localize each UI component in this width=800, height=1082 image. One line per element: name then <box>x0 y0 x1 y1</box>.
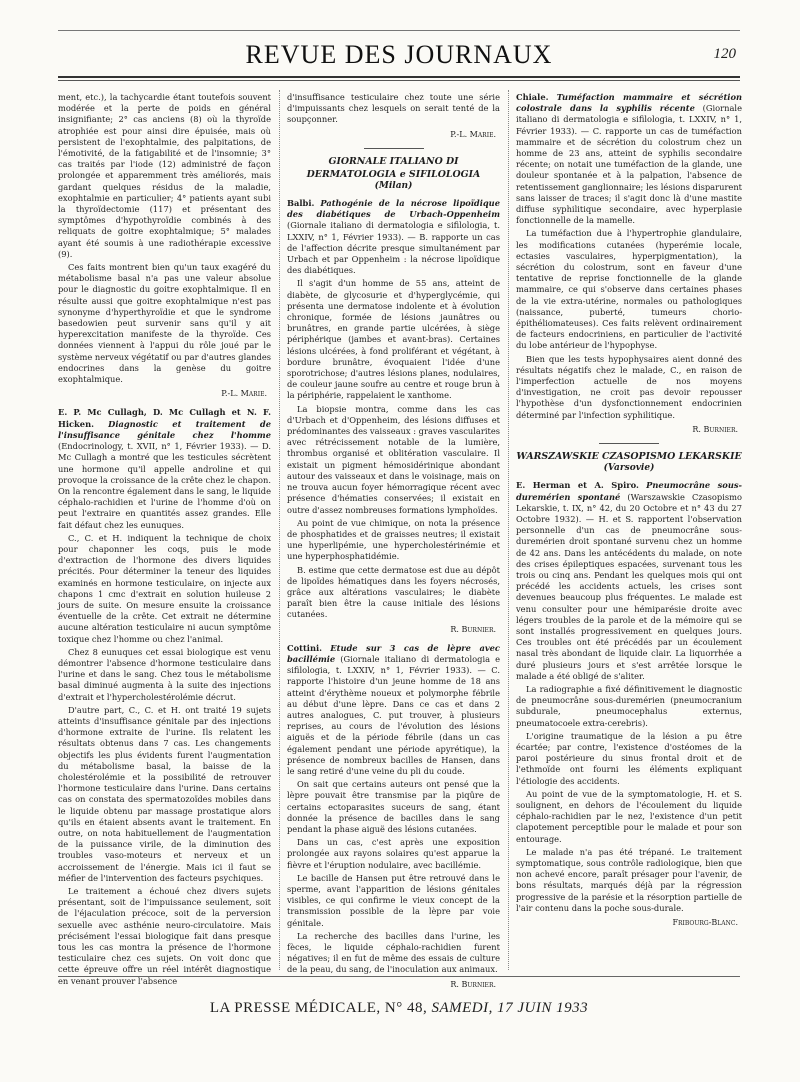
column-divider-2 <box>508 90 509 970</box>
column-1 <box>58 92 271 986</box>
section-title: REVUE DES JOURNAUX <box>245 40 553 69</box>
article-heading <box>516 480 742 682</box>
paragraph: C., C. et H. indiquent la technique de choix pour chaponner les coqs, puis le mode d'extraction de l'hormone des divers liquides précités. Pour déterminer la teneur des liquides examinés en hormone testiculaire, on injecte aux chapons 1 cmc d'extrait en solution huileuse 2 jours de suite. On mesure ensuite la croissance éventuelle de la crête. Cet extrait ne détermine aucune altération testiculaire ni aucun symptôme toxique chez l'homme ou chez l'animal. <box>58 532 271 644</box>
journal-city: (Varsovie) <box>603 463 655 474</box>
article-title: Diagnostic et traitement de l'insuffisance génitale chez l'homme <box>58 418 271 440</box>
header-rule <box>58 76 740 78</box>
paragraph: Le traitement a échoué chez divers sujets présentant, soit de l'impuissance seulement, soit de l'éjaculation précoce, soit de la perversion sexuelle avec asthénie neuro-circulatoire. Mais précisément l'essai biologique fait dans presque tous les cas montra la présence de l'hormone testiculaire chez ces sujets. On voit donc que cette épreuve offre un réel intérêt diagnostique en venant prouver l'absence <box>58 886 271 986</box>
page-footer <box>58 1000 740 1017</box>
paragraph: Au point de vue de la symptomatologie, H. et S. soulignent, en dehors de l'écoulement du liquide céphalo-rachidien par le nez, l'existence d'un petit clapotement perceptible pour le malade et pour son entourage. <box>516 788 742 844</box>
author-signature: R. Burnier. <box>450 979 496 989</box>
paragraph: La biopsie montra, comme dans les cas d'Urbach et d'Oppenheim, des lésions diffuses et prédominantes des vaisseaux : graves vascularites avec rétrécissement notable de la lumière, thrombus organisé et oblitération vasculaire. Il existait un pigment hémosidérinique abondant autour des vaisseaux et dans le voisinage, mais on ne trouva aucun foyer hémorragique récent avec présence d'hématies conservées; il existait en outre d'assez nombreuses formations lymphoïdes. <box>287 403 500 515</box>
column-2 <box>287 92 500 989</box>
author-signature: R. Burnier. <box>450 624 496 634</box>
paragraph: L'origine traumatique de la lésion a pu être écartée; par contre, l'existence d'ostéomes de la paroi postérieure du sinus frontal droit et de l'ethmoïde ont fourni les éléments expliquant l'étiologie des accidents. <box>516 730 742 786</box>
article-title: Pneumocrâne sous-duremérien spontané <box>516 480 742 502</box>
top-rule <box>58 30 740 31</box>
article-source: (Giornale italiano di dermatologia e sifilologia, t. LXXIV, n° 1, Février 1933). — C. rapporte l'histoire d'un jeune homme de 18 ans atteint d'érythème noueux et polymorphe fébrile au début d'une lèpre. Dans ce cas et dans 2 autres analogues, C. put trouver, à plusieurs reprises, au cours de l'évolution des lésions aiguës et de la période fébrile (dans un cas également pendant une période apyrétique), la présence de nombreux bacilles de Hansen, dans le sang retiré d'une veine du pli du coude. <box>287 653 500 776</box>
article-source: (Giornale italiano di dermatologia e sifilologia, t. LXXIV, n° 1, Février 1933). — B. rapporte un cas de l'affection décrite presque simultanément par Urbach et par Oppenheim : la nécrose lipoïdique des diabétiques. <box>287 220 500 276</box>
paragraph: Le malade n'a pas été trépané. Le traitement symptomatique, sous contrôle radiologique, bien que non achevé encore, paraît présager pour l'avenir, de bons résultats, marqués déjà par la régression progressive de la parésie et la résorption partielle de l'air contenu dans la poche sous-durale. <box>516 846 742 913</box>
article-heading <box>287 198 500 276</box>
footer-rule <box>58 976 740 977</box>
journal-city: (Milan) <box>374 180 413 191</box>
article-authors: Cottini. <box>287 642 323 653</box>
paragraph: B. estime que cette dermatose est due au dépôt de lipoïdes hématiques dans les foyers nécrosés, grâce aux altérations vasculaires; le diabète paraît bien être la cause initiale des lésions cutanées. <box>287 564 500 620</box>
paragraph: Dans un cas, c'est après une exposition prolongée aux rayons solaires qu'est apparue la fièvre et l'éruption nodulaire, avec bacillémie. <box>287 837 500 870</box>
column-3 <box>516 92 742 972</box>
paragraph: d'insuffisance testiculaire chez toute une série d'impuissants chez lesquels on serait tenté de la soupçonner. <box>287 92 500 125</box>
article-title: Etude sur 3 cas de lèpre avec bacillémie <box>287 642 500 664</box>
paragraph: Il s'agit d'un homme de 55 ans, atteint de diabète, de glycosurie et d'hyperglycémie, qui présenta une dermatose indolente et à évolution chronique, formée de lésions jaunâtres ou brunâtres, en grande partie ulcérées, à siège périphérique (jambes et avant-bras). Certaines lésions ulcérées, à fond proliférant et végétant, à bordure brunâtre, évoquaient l'idée d'une sporotrichose; d'autres lésions planes, nodulaires, de couleur jaune soufre au centre et rouge brun à la périphérie, rappelaient le xanthome. <box>287 278 500 401</box>
author-signature: P.-L. Marie. <box>221 389 267 399</box>
paragraph: Ces faits montrent bien qu'un taux exagéré du métabolisme basal n'a pas une valeur absolue pour le diagnostic du goitre exophtalmique. Il en résulte aussi que goitre exophtalmique n'est pas synonyme d'hyperthyroïdie et que le syndrome basedowien peut survenir sans qu'il y ait hyperexcitation manifeste de la thyroïde. Ces données viennent à l'appui du rôle joué par le système nerveux végétatif ou par d'autres glandes endocrines dans la genèse du goitre exophtalmique. <box>58 262 271 385</box>
author-signature: Fribourg-Blanc. <box>672 918 738 928</box>
paragraph: ment, etc.), la tachycardie étant toutefois souvent modérée et la perte de poids en général insignifiante; 2° cas anciens (8) où la thyroïde atrophiée est pour ainsi dire épuisée, mais où persistent de l'exophtalmie, des palpitations, de l'émotivité, de la fatigabilité et de l'insomnie; 3° cas traités par l'iode (12) administré de façon prolongée et apparemment très améliorés, mais gardant quelques résidus de la maladie, exophtalmie en particulier; 4° patients ayant subi la thyroïdectomie (117) et présentant des symptômes d'hypothyroïdie combinés à des reliquats de goitre exophtalmique; 5° malades ayant été soumis à une radiothérapie excessive (9). <box>58 92 271 259</box>
article-heading <box>516 92 742 226</box>
separator <box>364 148 424 149</box>
paragraph: Chez 8 eunuques cet essai biologique est venu démontrer l'absence d'hormone testiculaire dans l'urine et dans le sang. Chez tous le métabolisme basal diminué augmenta à la suite des injections d'extrait et l'hypercholestérolémie décrut. <box>58 646 271 702</box>
article-authors: E. Herman et A. Spiro. <box>516 480 639 491</box>
footer-publication: LA PRESSE MÉDICALE, N° 48, <box>209 1000 428 1016</box>
article-source: (Endocrinology, t. XVII, n° 1, Février 1933). — D. Mc Cullagh a montré que les testicules sécrètent une hormone qu'il appelle androline et qui provoque la croissance de la crête chez le chapon. On la rencontre également dans le sang, le liquide céphalo-rachidien et l'urine de l'homme d'où on peut l'extraire en quantités assez grandes. Elle fait défaut chez les eunuques. <box>58 441 271 530</box>
article-heading <box>58 407 271 530</box>
page-header <box>58 40 740 70</box>
article-heading <box>287 643 500 777</box>
paragraph: On sait que certains auteurs ont pensé que la lèpre pouvait être transmise par la piqûre de certains ectoparasites suceurs de sang, étant donnée la présence de bacilles dans le sang pendant la phase aiguë des lésions cutanées. <box>287 779 500 834</box>
paragraph: La tuméfaction due à l'hypertrophie glandulaire, les modifications cutanées (hyperémie locale, ectasies vasculaires, hyperpigmentation), la sécrétion du colostrum, sont en faveur d'une tentative de reprise fonctionnelle de la glande mammaire, ce qui s'observe dans certaines phases de la vie extra-utérine, normales ou pathologiques (naissance, puberté, tumeurs chorio-épithéliomateuses). Ces faits relèvent ordinairement de facteurs endocriniens, en particulier de l'activité du lobe antérieur de l'hypophyse. <box>516 228 742 351</box>
paragraph: Le bacille de Hansen put être retrouvé dans le sperme, avant l'apparition de lésions génitales visibles, ce qui confirme le vieux concept de la transmission possible de la lèpre par voie génitale. <box>287 872 500 928</box>
article-authors: E. P. Mc Cullagh, D. Mc Cullagh et N. F. Hicken. <box>58 407 271 429</box>
paragraph: D'autre part, C., C. et H. ont traité 19 sujets atteints d'insuffisance génitale par des injections d'hormone extraite de l'urine. Ils relatent les résultats obtenus dans 7 cas. Les changements objectifs les plus évidents furent l'augmentation du métabolisme basal, la baisse de la cholestérolémie et la possibilité de retrouver l'hormone testiculaire dans l'urine. Dans certains cas on constata des spermatozoïdes mobiles dans le liquide obtenu par massage prostatique alors qu'ils en étaient absents avant le traitement. En outre, on nota habituellement de l'augmentation de la puissance virile, de la diminution des troubles vaso-moteurs et nerveux et un accroissement de l'énergie. Mais ici il faut se méfier de l'intervention des facteurs psychiques. <box>58 704 271 883</box>
journal-name: WARSZAWSKIE CZASOPISMO LEKARSKIE <box>516 451 742 463</box>
page-number: 120 <box>713 46 736 62</box>
paragraph: Bien que les tests hypophysaires aient donné des résultats négatifs chez le malade, C., en raison de l'imperfection actuelle de nos moyens d'investigation, ne croit pas devoir repousser l'hypothèse d'un dysfonctionnement endocrinien déterminé par l'infection syphilitique. <box>516 353 742 420</box>
article-authors: Chiale. <box>516 92 549 102</box>
article-authors: Balbi. <box>287 198 315 209</box>
author-signature: P.-L. Marie. <box>450 129 496 139</box>
author-signature: R. Burnier. <box>692 424 738 434</box>
paragraph: La radiographie a fixé définitivement le diagnostic de pneumocrâne sous-duremérien (pneumocranium subdurale, pneumocephalus externus, pneumatocoele extra-cerebris). <box>516 683 742 728</box>
paragraph: Au point de vue chimique, on nota la présence de phosphatides et de graisses neutres; il existait une hyperlipémie, une hypercholestérinémie et une hyperphosphatidémie. <box>287 517 500 562</box>
paragraph: La recherche des bacilles dans l'urine, les fèces, le liquide céphalo-rachidien furent négatives; il en fut de même des essais de culture de la peau, du sang, de l'inoculation aux animaux. <box>287 930 500 975</box>
journal-name: GIORNALE ITALIANO DI DERMATOLOGIA e SIFILOLOGIA <box>306 155 481 180</box>
article-title: Pathogénie de la nécrose lipoïdique des diabétiques de Urbach-Oppenheim <box>287 198 500 220</box>
footer-date: SAMEDI, 17 JUIN 1933 <box>431 1000 589 1016</box>
separator <box>599 443 659 444</box>
article-source: (Giornale italiano di dermatologia e sifilologia, t. LXXIV, n° 1, Février 1933). — C. rapporte un cas de tuméfaction mammaire et de sécrétion du colostrum chez un homme de 23 ans, atteint de syphilis secondaire récente; on notait une tuméfaction de la glande, une douleur spontanée et à la palpation, l'absence de retentissement ganglionnaire; les lésions disparurent sans laisser de traces; il s'agit donc là d'une mastite diffuse syphilitique secondaire, avec hyperplasie fonctionnelle de la mamelle. <box>516 103 742 226</box>
article-title: Tuméfaction mammaire et sécrétion colostrale dans la syphilis récente <box>516 92 743 114</box>
column-divider-1 <box>279 90 280 970</box>
header-rule-thin <box>58 80 740 81</box>
article-source: (Warszawskie Czasopismo Lekarskie, t. IX, n° 42, du 20 Octobre et n° 43 du 27 Octobre 1932). — H. et S. rapportent l'observation personnelle d'un cas de pneumocrâne sous-duremérien droit spontané survenu chez un homme de 42 ans. Dans les antécédents du malade, on note des crises épileptiques espacées, survenant tous les trois ou cinq ans. Pendant les quelques mois qui ont précédé les accidents actuels, les crises sont devenues beaucoup plus fréquentes. Le malade est venu consulter pour une hémiparésie droite avec légers troubles de la parole et de la mémoire qui se sont installés progressivement en quelques jours. Ces troubles ont été précédés par un écoulement nasal très abondant de liquide clair. La liquorrhée a duré plusieurs jours et s'est arrêtée lorsque le malade a été obligé de s'aliter. <box>516 491 742 681</box>
